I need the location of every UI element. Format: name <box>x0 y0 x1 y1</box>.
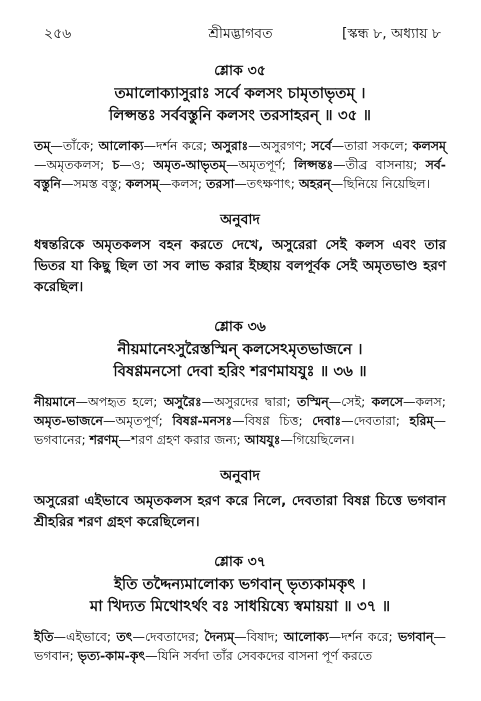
wbw-meaning: ছিনিয়ে নিয়েছিল। <box>343 176 431 191</box>
word-meanings: নীয়মানে—অপহৃত হলে; অসুরৈঃ—অসুরদের দ্বারা; তস্মিন্—সেই; কলসে—কলস; অমৃত-ভাজনে—অমৃতপূর্ণ; বিষণ্ণ-মনসঃ—বিষণ্ণ চিত্ত; দেবাঃ—দেবতারা; হরিম্—ভগবানের; শরণম্—শরণ গ্রহণ করার জন্য; আযযুঃ—গিয়েছিলেন। <box>34 394 446 447</box>
wbw-meaning: তাঁকে; <box>62 138 99 153</box>
wbw-meaning: ভগবানের; <box>34 432 90 447</box>
wbw-meaning: বিষাদ; <box>246 629 284 644</box>
wbw-term: অমৃত-আভৃতম্ <box>153 157 226 172</box>
wbw-meaning: দর্শন করে; <box>156 138 212 153</box>
wbw-meaning: অসুরগণ; <box>260 138 312 153</box>
verse-line: নীয়মানেঽসুরৈস্তস্মিন্ কলসেঽমৃতভাজনে । <box>117 340 363 358</box>
verse-line: লিপ্সন্তঃ সর্ববস্তুনি কলসং তরসাহরন্ ॥ ৩৫ ॥ <box>108 106 372 124</box>
translation: ধন্বন্তরিকে অমৃতকলস বহন করতে দেখে, অসুরেরা সেই কলস এবং তার ভিতর যা কিছু ছিল তা সব লাভ করার ইচ্ছায় বলপূর্বক সেই অমৃতভাণ্ড হরণ করেছিল। <box>34 237 446 295</box>
verse-line: তমালোক্যাসুরাঃ সর্বে কলসং চামৃতাভৃতম্ । <box>114 84 366 102</box>
wbw-meaning: সেই; <box>341 394 372 409</box>
wbw-term: দেবাঃ <box>312 413 342 428</box>
word-meanings: তম্—তাঁকে; আলোক্য—দর্শন করে; অসুরাঃ—অসুরগণ; সর্বে—তারা সকলে; কলসম্—অমৃতকলস; চ—ও; অমৃত-আভৃতম্—অমৃতপূর্ণ; লিপ্সন্তঃ—তীব্র বাসনায়; সর্ব-বস্তুনি—সমস্ত বস্তু; কলসম্—কলস; তরসা—তৎক্ষণাৎ; অহরন্—ছিনিয়ে নিয়েছিল। <box>34 138 446 191</box>
wbw-term: অহরন্ <box>298 176 331 191</box>
wbw-meaning: দর্শন করে; <box>341 629 398 644</box>
wbw-term: সর্ব-বস্তুনি <box>34 157 446 191</box>
wbw-term: ইতি <box>34 629 54 644</box>
wbw-term: হরিম্ <box>409 413 434 428</box>
wbw-term: আলোক্য <box>283 629 329 644</box>
wbw-meaning: তারা সকলে; <box>344 138 413 153</box>
verse-heading: শ্লোক ৩৫ <box>214 63 266 79</box>
wbw-meaning: বিষণ্ণ চিত্ত; <box>244 413 313 428</box>
translation: অসুরেরা এইভাবে অমৃতকলস হরণ করে নিলে, দেবতারা বিষণ্ণ চিত্তে ভগবান শ্রীহরির শরণ গ্রহণ করেছিলেন। <box>34 493 446 530</box>
wbw-term: কলসে <box>371 394 403 409</box>
page-number: ২৫৬ <box>44 26 72 42</box>
wbw-term: লিপ্সন্তঃ <box>294 157 334 172</box>
wbw-meaning: অমৃতপূর্ণ; <box>238 157 295 172</box>
book-title: শ্রীমদ্ভাগবত <box>208 26 273 42</box>
wbw-term: তস্মিন্ <box>296 394 329 409</box>
wbw-meaning: তৎক্ষণাৎ; <box>246 176 299 191</box>
wbw-meaning: সমস্ত বস্তু; <box>73 176 126 191</box>
wbw-term: শরণম্ <box>89 432 119 447</box>
wbw-term: তৎ <box>116 629 133 644</box>
wbw-meaning: অমৃতকলস; <box>46 157 113 172</box>
wbw-term: নীয়মানে <box>34 394 76 409</box>
wbw-meaning: ভগবান; <box>34 648 78 663</box>
verse-heading: শ্লোক ৩৭ <box>214 554 266 570</box>
wbw-meaning: কলস; <box>171 176 207 191</box>
wbw-term: ভগবান্ <box>397 629 434 644</box>
wbw-term: ভৃত্য-কাম-কৃৎ <box>77 648 146 663</box>
wbw-meaning: তীব্র বাসনায়; <box>345 157 426 172</box>
wbw-meaning: যিনি সর্বদা তাঁর সেবকদের বাসনা পূর্ণ করতে <box>157 648 373 663</box>
wbw-meaning: শরণ গ্রহণ করার জন্য; <box>130 432 245 447</box>
translation-heading: অনুবাদ <box>220 212 260 228</box>
verse-line: বিষণ্ণমনসো দেবা হরিং শরণমাযযুঃ ॥ ৩৬ ॥ <box>113 362 367 380</box>
page-content <box>34 60 446 665</box>
wbw-term: অসুরাঃ <box>211 138 249 153</box>
wbw-meaning: অমৃতপূর্ণ; <box>115 413 173 428</box>
wbw-meaning: ও; <box>131 157 154 172</box>
wbw-meaning: এইভাবে; <box>65 629 117 644</box>
wbw-meaning: অসুরদের দ্বারা; <box>214 394 297 409</box>
wbw-meaning: দেবতাদের; <box>144 629 205 644</box>
wbw-term: কলসম্ <box>412 138 446 153</box>
verse-line: মা খিদ্যত মিথোঽর্থং বঃ সাধয়িষ্যে স্বমায়য়া ॥ ৩৭ ॥ <box>89 597 391 615</box>
running-header <box>0 22 481 44</box>
wbw-term: তম্ <box>34 138 51 153</box>
wbw-meaning: অপহৃত হলে; <box>87 394 164 409</box>
wbw-term: সর্বে <box>311 138 332 153</box>
wbw-term: আযযুঃ <box>244 432 281 447</box>
verse-line: ইতি তদ্দৈন্যমালোক্য ভগবান্ ভৃত্যকামকৃৎ । <box>114 575 366 593</box>
wbw-meaning: কলস; <box>415 394 446 409</box>
wbw-term: অমৃত-ভাজনে <box>34 413 103 428</box>
wbw-meaning: গিয়েছিলেন। <box>292 432 355 447</box>
wbw-term: তরসা <box>206 176 235 191</box>
wbw-term: আলোক্য <box>98 138 144 153</box>
wbw-term: চ <box>112 157 120 172</box>
wbw-term: দৈন্যম্ <box>204 629 235 644</box>
wbw-meaning: দেবতারা; <box>353 413 410 428</box>
word-meanings: ইতি—এইভাবে; তৎ—দেবতাদের; দৈন্যম্—বিষাদ; আলোক্য—দর্শন করে; ভগবান্—ভগবান; ভৃত্য-কাম-কৃৎ—যিনি সর্বদা তাঁর সেবকদের বাসনা পূর্ণ করতে <box>34 629 446 663</box>
wbw-term: কলসম্ <box>125 176 160 191</box>
wbw-term: অসুরৈঃ <box>163 394 202 409</box>
chapter-reference: [স্কন্ধ ৮, অধ্যায় ৮ <box>342 26 441 42</box>
wbw-term: বিষণ্ণ-মনসঃ <box>172 413 233 428</box>
verse-heading: শ্লোক ৩৬ <box>214 319 266 335</box>
translation-heading: অনুবাদ <box>220 468 260 484</box>
